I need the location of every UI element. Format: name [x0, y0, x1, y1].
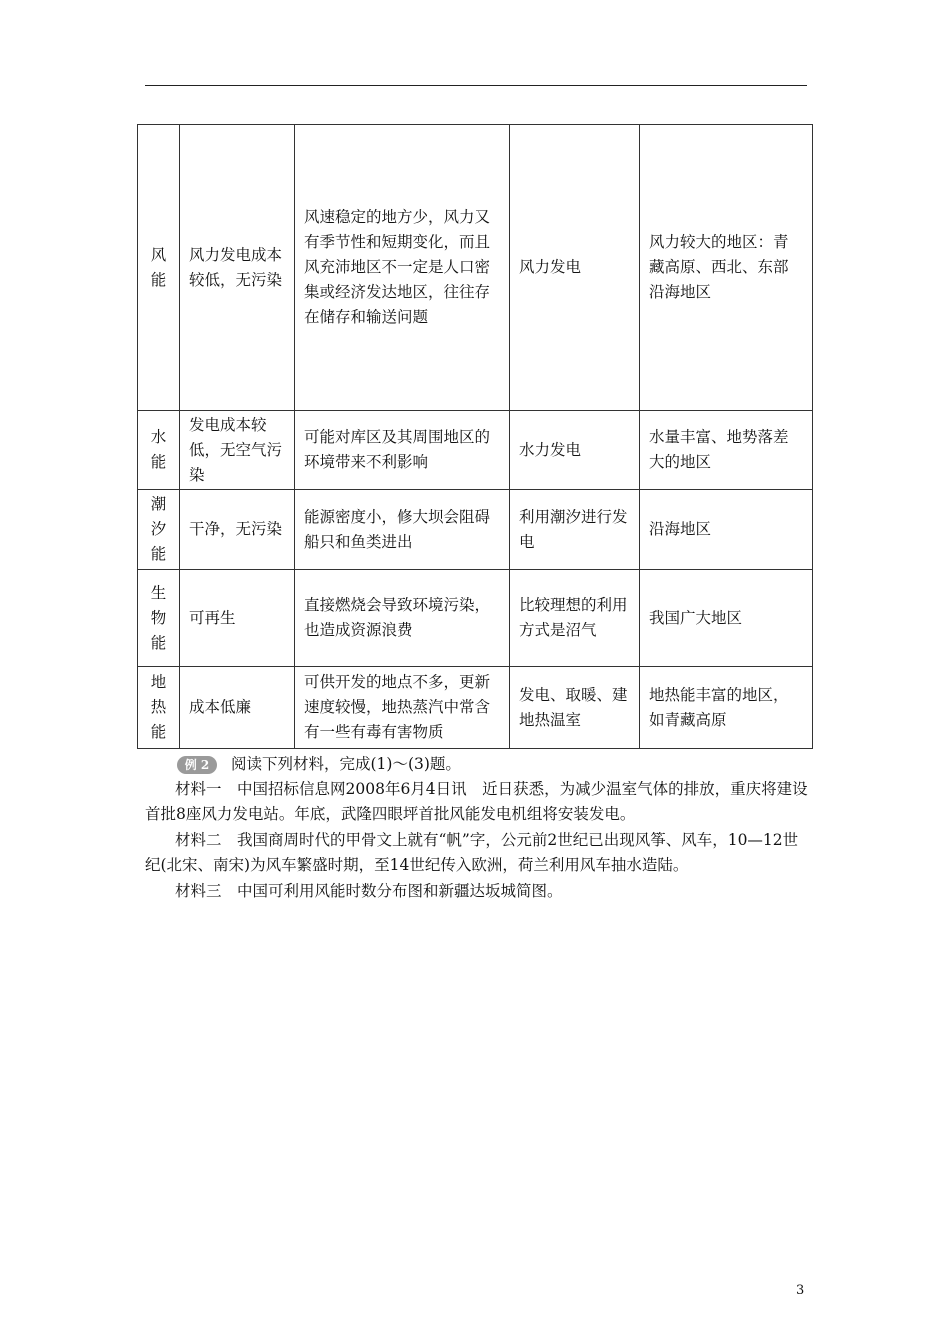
- problem-cell: 能源密度小，修大坝会阻碍船只和鱼类进出: [295, 490, 510, 570]
- problem-cell: 可能对库区及其周围地区的环境带来不利影响: [295, 411, 510, 490]
- region-cell: 地热能丰富的地区，如青藏高原: [640, 667, 813, 749]
- table-row: [138, 667, 813, 749]
- problem-cell: 可供开发的地点不多，更新速度较慢，地热蒸汽中常含有一些有毒有害物质: [295, 667, 510, 749]
- table-row: [138, 570, 813, 667]
- advantage-cell: 风力发电成本较低，无污染: [180, 125, 295, 411]
- use-cell: 发电、取暖、建地热温室: [510, 667, 640, 749]
- energy-type-cell: 生 物 能: [138, 570, 180, 667]
- advantage-cell: 发电成本较低，无空气污染: [180, 411, 295, 490]
- page-number: 3: [796, 1283, 805, 1298]
- example-intro-line: [145, 752, 810, 777]
- advantage-cell: 干净，无污染: [180, 490, 295, 570]
- use-cell: 风力发电: [510, 125, 640, 411]
- energy-type-cell: 水 能: [138, 411, 180, 490]
- region-cell: 我国广大地区: [640, 570, 813, 667]
- advantage-cell: 成本低廉: [180, 667, 295, 749]
- use-cell: 利用潮汐进行发电: [510, 490, 640, 570]
- use-cell: 比较理想的利用方式是沼气: [510, 570, 640, 667]
- example-badge: 例 2: [177, 756, 217, 774]
- material-one: 材料一 中国招标信息网2008年6月4日讯 近日获悉，为减少温室气体的排放，重庆将建设首批8座风力发电站。年底，武隆四眼坪首批风能发电机组将安装发电。: [145, 780, 808, 823]
- energy-type-cell: 潮 汐 能: [138, 490, 180, 570]
- use-cell: 水力发电: [510, 411, 640, 490]
- region-cell: 水量丰富、地势落差大的地区: [640, 411, 813, 490]
- example-intro: 阅读下列材料，完成(1)～(3)题。: [231, 755, 461, 773]
- advantage-cell: 可再生: [180, 570, 295, 667]
- problem-cell: 直接燃烧会导致环境污染，也造成资源浪费: [295, 570, 510, 667]
- table-row: [138, 125, 813, 411]
- region-cell: 沿海地区: [640, 490, 813, 570]
- region-cell: 风力较大的地区：青藏高原、西北、东部沿海地区: [640, 125, 813, 411]
- energy-type-cell: 地 热 能: [138, 667, 180, 749]
- energy-table: [137, 124, 813, 749]
- header-rule: [145, 85, 807, 86]
- material-two: 材料二 我国商周时代的甲骨文上就有“帆”字，公元前2世纪已出现风筝、风车，10—12世纪(北宋、南宋)为风车繁盛时期，至14世纪传入欧洲，荷兰利用风车抽水造陆。: [145, 831, 799, 874]
- problem-cell: 风速稳定的地方少，风力又有季节性和短期变化，而且风充沛地区不一定是人口密集或经济发达地区，往往存在储存和输送问题: [295, 125, 510, 411]
- material-three: 材料三 中国可利用风能时数分布图和新疆达坂城简图。: [175, 882, 563, 900]
- table-row: [138, 490, 813, 570]
- energy-type-cell: 风 能: [138, 125, 180, 411]
- table-row: [138, 411, 813, 490]
